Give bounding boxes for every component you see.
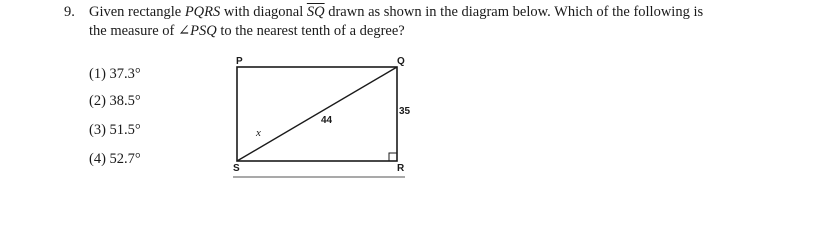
angle-x-label: x (256, 127, 261, 139)
diagonal-name: $\overline{SQ}$ (306, 4, 325, 20)
rectangle-name: PQRS (184, 4, 221, 20)
choice-3[interactable]: (3) 51.5° (89, 122, 141, 138)
question-text-1c: with diagonal (220, 4, 307, 20)
choice-2[interactable]: (2) 38.5° (89, 93, 141, 109)
vertex-s-label: S (233, 163, 240, 174)
vertex-q-label: Q (397, 56, 405, 67)
diagonal-sq (237, 67, 397, 161)
rectangle-diagram (225, 55, 425, 178)
side-qr-length-label: 35 (399, 106, 411, 117)
diagonal-length-label: 44 (321, 115, 333, 126)
choice-1[interactable]: (1) 37.3° (89, 66, 141, 82)
question-text-1e: drawn as shown in the diagram below. Which of the following is (324, 4, 704, 20)
vertex-p-label: P (236, 56, 243, 67)
question-number: 9. (64, 4, 75, 20)
question-text-line-2 (89, 22, 405, 40)
question-text-2a: the measure of (89, 23, 178, 39)
choice-4[interactable]: (4) 52.7° (89, 151, 141, 167)
right-angle-mark (389, 153, 397, 161)
question-text-line-1 (89, 3, 703, 21)
question-text-2c: to the nearest tenth of a degree? (216, 23, 405, 39)
angle-name: ∠PSQ (177, 23, 217, 39)
question-text-1a: Given rectangle (89, 4, 185, 20)
vertex-r-label: R (397, 163, 405, 174)
